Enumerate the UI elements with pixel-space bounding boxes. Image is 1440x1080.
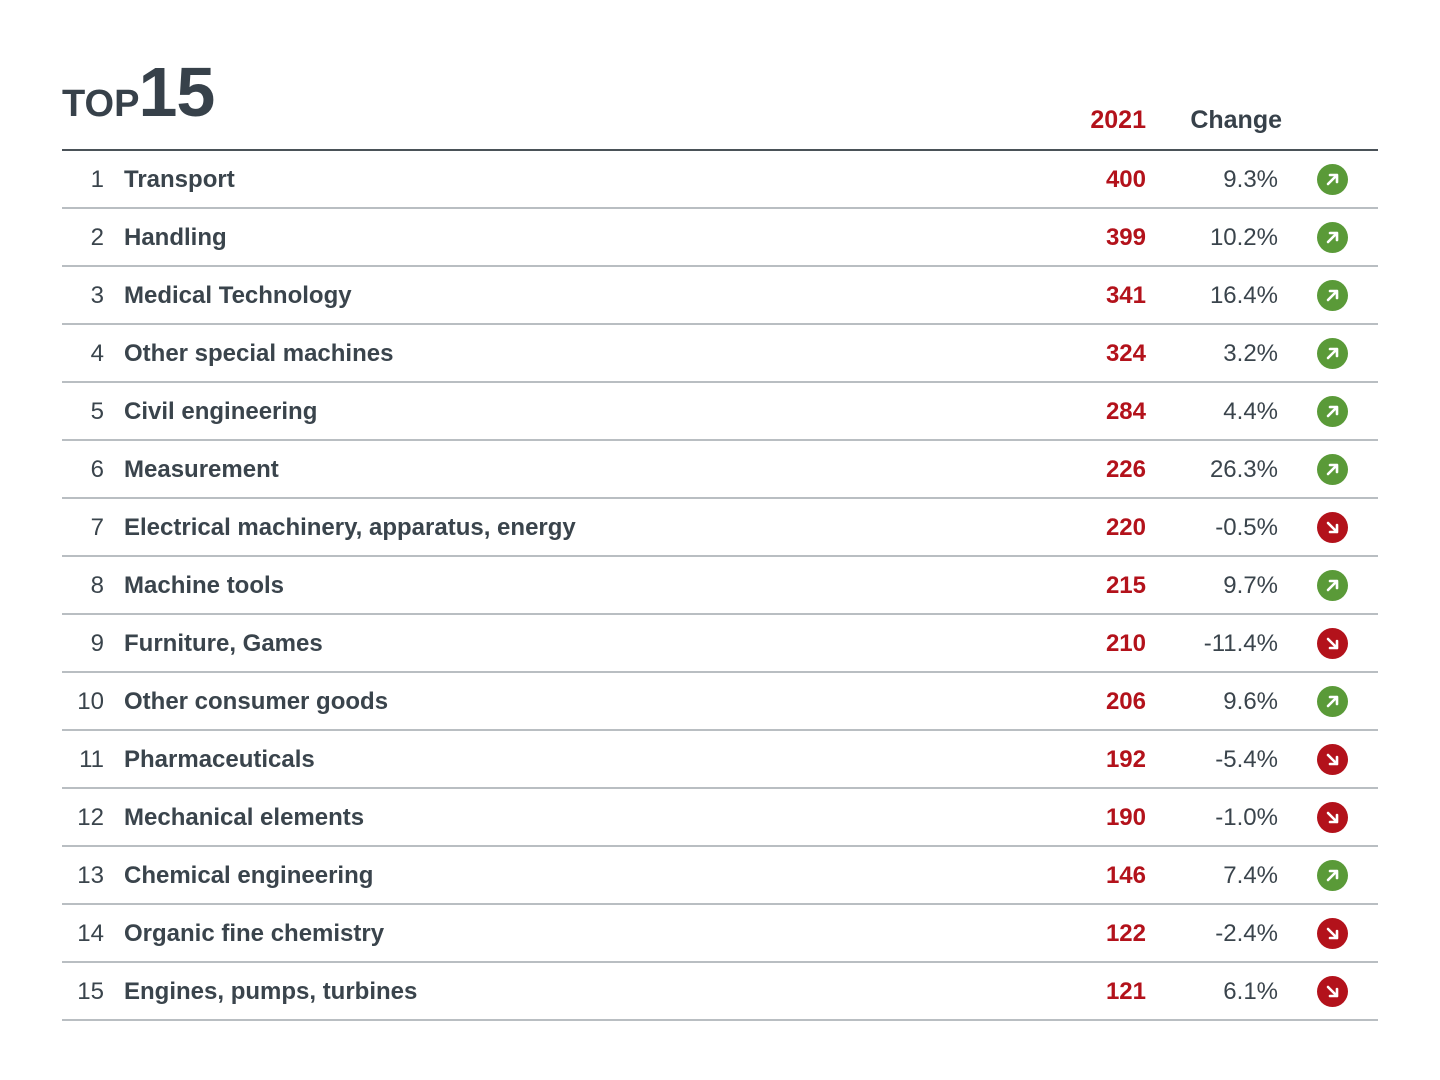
ranking-table [62, 151, 1378, 1021]
row-rank: 2 [90, 224, 104, 251]
row-rank: 13 [77, 862, 104, 889]
trend-up-icon [1317, 338, 1348, 369]
row-value: 284 [1105, 398, 1146, 425]
row-value: 190 [1105, 804, 1146, 831]
row-change: 4.4% [1223, 398, 1278, 425]
table-row [62, 557, 1378, 615]
row-change: 9.7% [1223, 572, 1278, 599]
row-name: Transport [124, 166, 235, 193]
row-change: 9.3% [1223, 166, 1278, 193]
trend-down-icon [1317, 802, 1348, 833]
trend-down-icon [1317, 976, 1348, 1007]
row-rank: 6 [90, 456, 104, 483]
trend-up-icon [1317, 164, 1348, 195]
row-value: 324 [1105, 340, 1146, 367]
row-value: 220 [1105, 514, 1146, 541]
row-value: 215 [1105, 572, 1146, 599]
row-rank: 15 [77, 978, 104, 1005]
row-rank: 1 [90, 166, 104, 193]
trend-down-icon [1317, 628, 1348, 659]
row-value: 192 [1105, 746, 1146, 773]
row-rank: 10 [77, 688, 104, 715]
trend-up-icon [1317, 454, 1348, 485]
trend-up-icon [1317, 686, 1348, 717]
row-change: 7.4% [1223, 862, 1278, 889]
row-name: Chemical engineering [124, 862, 374, 889]
row-change: 6.1% [1223, 978, 1278, 1005]
row-value: 341 [1105, 282, 1146, 309]
row-rank: 11 [79, 746, 104, 773]
row-change: -1.0% [1215, 804, 1278, 831]
trend-down-icon [1317, 918, 1348, 949]
trend-down-icon [1317, 512, 1348, 543]
row-value: 210 [1105, 630, 1146, 657]
trend-up-icon [1317, 570, 1348, 601]
trend-up-icon [1317, 396, 1348, 427]
table-row [62, 963, 1378, 1021]
row-name: Organic fine chemistry [124, 920, 385, 947]
row-rank: 4 [90, 340, 104, 367]
table-row [62, 383, 1378, 441]
row-value: 399 [1105, 224, 1146, 251]
trend-up-icon [1317, 222, 1348, 253]
row-rank: 7 [90, 514, 104, 541]
row-rank: 8 [90, 572, 104, 599]
table-row [62, 267, 1378, 325]
table-row [62, 615, 1378, 673]
table-row [62, 731, 1378, 789]
row-name: Other consumer goods [124, 688, 389, 715]
row-change: -5.4% [1215, 746, 1278, 773]
row-name: Engines, pumps, turbines [124, 978, 418, 1005]
title-number: 15 [138, 53, 215, 131]
trend-down-icon [1317, 744, 1348, 775]
table-row [62, 847, 1378, 905]
row-value: 122 [1105, 920, 1146, 947]
title-prefix: TOP [62, 83, 140, 125]
row-name: Electrical machinery, apparatus, energy [124, 514, 576, 541]
row-name: Civil engineering [124, 398, 318, 425]
row-name: Handling [124, 224, 227, 251]
row-rank: 12 [77, 804, 104, 831]
row-name: Medical Technology [124, 282, 352, 309]
row-rank: 3 [90, 282, 104, 309]
row-change: -2.4% [1215, 920, 1278, 947]
table-row [62, 789, 1378, 847]
trend-up-icon [1317, 280, 1348, 311]
row-name: Mechanical elements [124, 804, 365, 831]
row-change: -0.5% [1215, 514, 1278, 541]
row-name: Furniture, Games [124, 630, 323, 657]
row-change: 26.3% [1209, 456, 1278, 483]
row-value: 206 [1105, 688, 1146, 715]
row-change: 16.4% [1209, 282, 1278, 309]
table-row [62, 499, 1378, 557]
row-name: Machine tools [124, 572, 285, 599]
row-value: 400 [1105, 166, 1146, 193]
row-change: 9.6% [1223, 688, 1278, 715]
table-row [62, 905, 1378, 963]
column-header-change: Change [1190, 106, 1282, 134]
table-row [62, 673, 1378, 731]
table-row [62, 325, 1378, 383]
table-row [62, 151, 1378, 209]
row-rank: 5 [90, 398, 104, 425]
row-change: 3.2% [1223, 340, 1278, 367]
table-row [62, 209, 1378, 267]
row-change: 10.2% [1209, 224, 1278, 251]
row-name: Other special machines [124, 340, 394, 367]
row-name: Measurement [124, 456, 279, 483]
trend-up-icon [1317, 860, 1348, 891]
row-name: Pharmaceuticals [124, 746, 315, 773]
row-value: 226 [1105, 456, 1146, 483]
row-value: 121 [1105, 978, 1146, 1005]
table-row [62, 441, 1378, 499]
row-change: -11.4% [1203, 630, 1278, 657]
row-rank: 9 [90, 630, 104, 657]
page-title [62, 52, 214, 132]
row-rank: 14 [77, 920, 104, 947]
column-header-year: 2021 [1090, 106, 1146, 134]
row-value: 146 [1105, 862, 1146, 889]
